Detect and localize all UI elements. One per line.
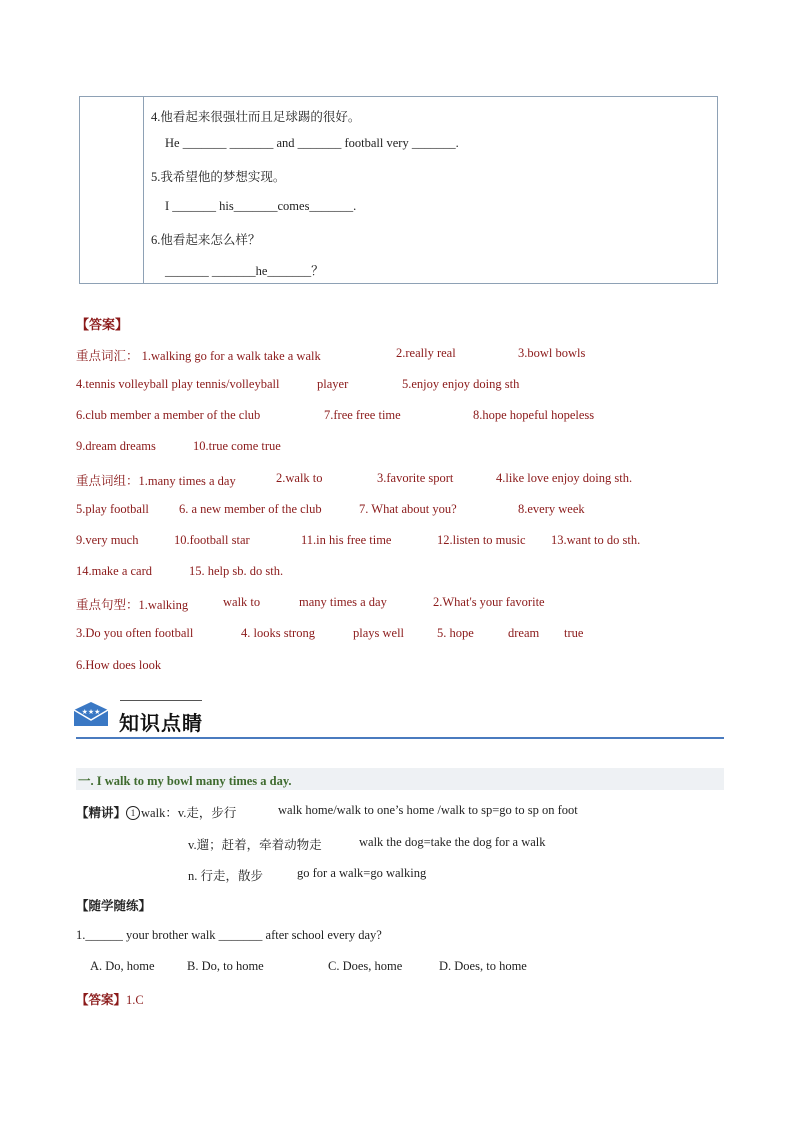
- example-text: go for a walk=go walking: [297, 866, 427, 880]
- section-title: 知识点睛: [119, 711, 203, 735]
- question-text: 1.______ your brother walk _______ after school every day?: [76, 928, 382, 942]
- answer-item: 5.enjoy enjoy doing sth: [402, 377, 520, 391]
- section-top-rule: [120, 700, 202, 701]
- option-d: D. Does, to home: [439, 959, 527, 973]
- answer-value: 1.C: [126, 993, 144, 1007]
- answer-item: 8.every week: [518, 502, 585, 516]
- answer-item: 6.How does look: [76, 658, 162, 672]
- exercise-table-content: [79, 96, 718, 284]
- answer-item: 3.bowl bowls: [518, 346, 586, 360]
- answer-header: 【答案】: [76, 317, 129, 332]
- answer-item: 9.dream dreams: [76, 439, 156, 453]
- answer-label: 【答案】: [76, 993, 127, 1007]
- example-text: walk home/walk to one’s home /walk to sp=go to sp on foot: [278, 803, 578, 817]
- answer-item: 5.play football: [76, 502, 149, 516]
- answer-item: 3.favorite sport: [377, 471, 454, 485]
- option-b: B. Do, to home: [187, 959, 264, 973]
- answer-item: 重点词汇： 1.walking go for a walk take a walk: [76, 349, 321, 363]
- answer-item: 6. a new member of the club: [179, 502, 322, 516]
- answer-item: 10.true come true: [193, 439, 281, 453]
- answer-item: dream: [508, 626, 540, 640]
- answer-item: 10.football star: [174, 533, 250, 547]
- answer-item: 15. help sb. do sth.: [189, 564, 284, 578]
- answer-item: plays well: [353, 626, 405, 640]
- answer-item: 2.really real: [396, 346, 456, 360]
- answer-item: true: [564, 626, 584, 640]
- answer-item: walk to: [223, 595, 261, 609]
- table-row: 6.他看起来怎么样？: [151, 233, 261, 247]
- topic-sentence: 一. I walk to my bowl many times a day.: [78, 774, 292, 788]
- practice-label: 【随学随练】: [76, 899, 152, 913]
- answer-item: 7. What about you?: [359, 502, 457, 516]
- definition-text: v.遛；赶着，牵着动物走: [188, 838, 322, 852]
- option-a: A. Do, home: [90, 959, 155, 973]
- table-row: I _______ his_______comes_______.: [165, 199, 357, 213]
- jingjiang-label: 【精讲】: [76, 806, 127, 820]
- example-text: walk the dog=take the dog for a walk: [359, 835, 546, 849]
- definition-text: walk：v.走，步行: [141, 806, 237, 820]
- answer-item: 6.club member a member of the club: [76, 408, 261, 422]
- answer-item: 13.want to do sth.: [551, 533, 641, 547]
- table-row: 5.我希望他的梦想实现。: [151, 170, 286, 184]
- answer-item: 5. hope: [437, 626, 474, 640]
- option-c: C. Does, home: [328, 959, 403, 973]
- answer-item: player: [317, 377, 349, 391]
- envelope-stars-icon: [72, 700, 110, 728]
- answer-item: 4. looks strong: [241, 626, 315, 640]
- answer-item: 4.like love enjoy doing sth.: [496, 471, 633, 485]
- answer-item: 2.walk to: [276, 471, 323, 485]
- explanation-line: [76, 803, 236, 821]
- answer-item: 2.What's your favorite: [433, 595, 545, 609]
- answer-item: many times a day: [299, 595, 387, 609]
- answer-item: 4.tennis volleyball play tennis/volleyball: [76, 377, 280, 391]
- section-rule: [76, 737, 724, 739]
- table-row: He _______ _______ and _______ football very _______.: [165, 136, 459, 150]
- answer-item: 重点句型：1.walking: [76, 598, 189, 612]
- table-row: 4.他看起来很强壮而且足球踢的很好。: [151, 110, 361, 124]
- definition-text: n. 行走，散步: [188, 869, 264, 883]
- answer-item: 重点词组：1.many times a day: [76, 474, 236, 488]
- answer-item: 3.Do you often football: [76, 626, 194, 640]
- table-row: _______ _______he_______？: [165, 264, 324, 278]
- answer-item: 8.hope hopeful hopeless: [473, 408, 595, 422]
- answer-item: 9.very much: [76, 533, 139, 547]
- answer-item: 12.listen to music: [437, 533, 526, 547]
- answer-item: 7.free free time: [324, 408, 401, 422]
- circled-number: 1: [126, 806, 140, 820]
- answer-item: 14.make a card: [76, 564, 153, 578]
- answer-item: 11.in his free time: [301, 533, 392, 547]
- answer-line: [76, 990, 144, 1008]
- svg-text:★★★: ★★★: [81, 708, 101, 716]
